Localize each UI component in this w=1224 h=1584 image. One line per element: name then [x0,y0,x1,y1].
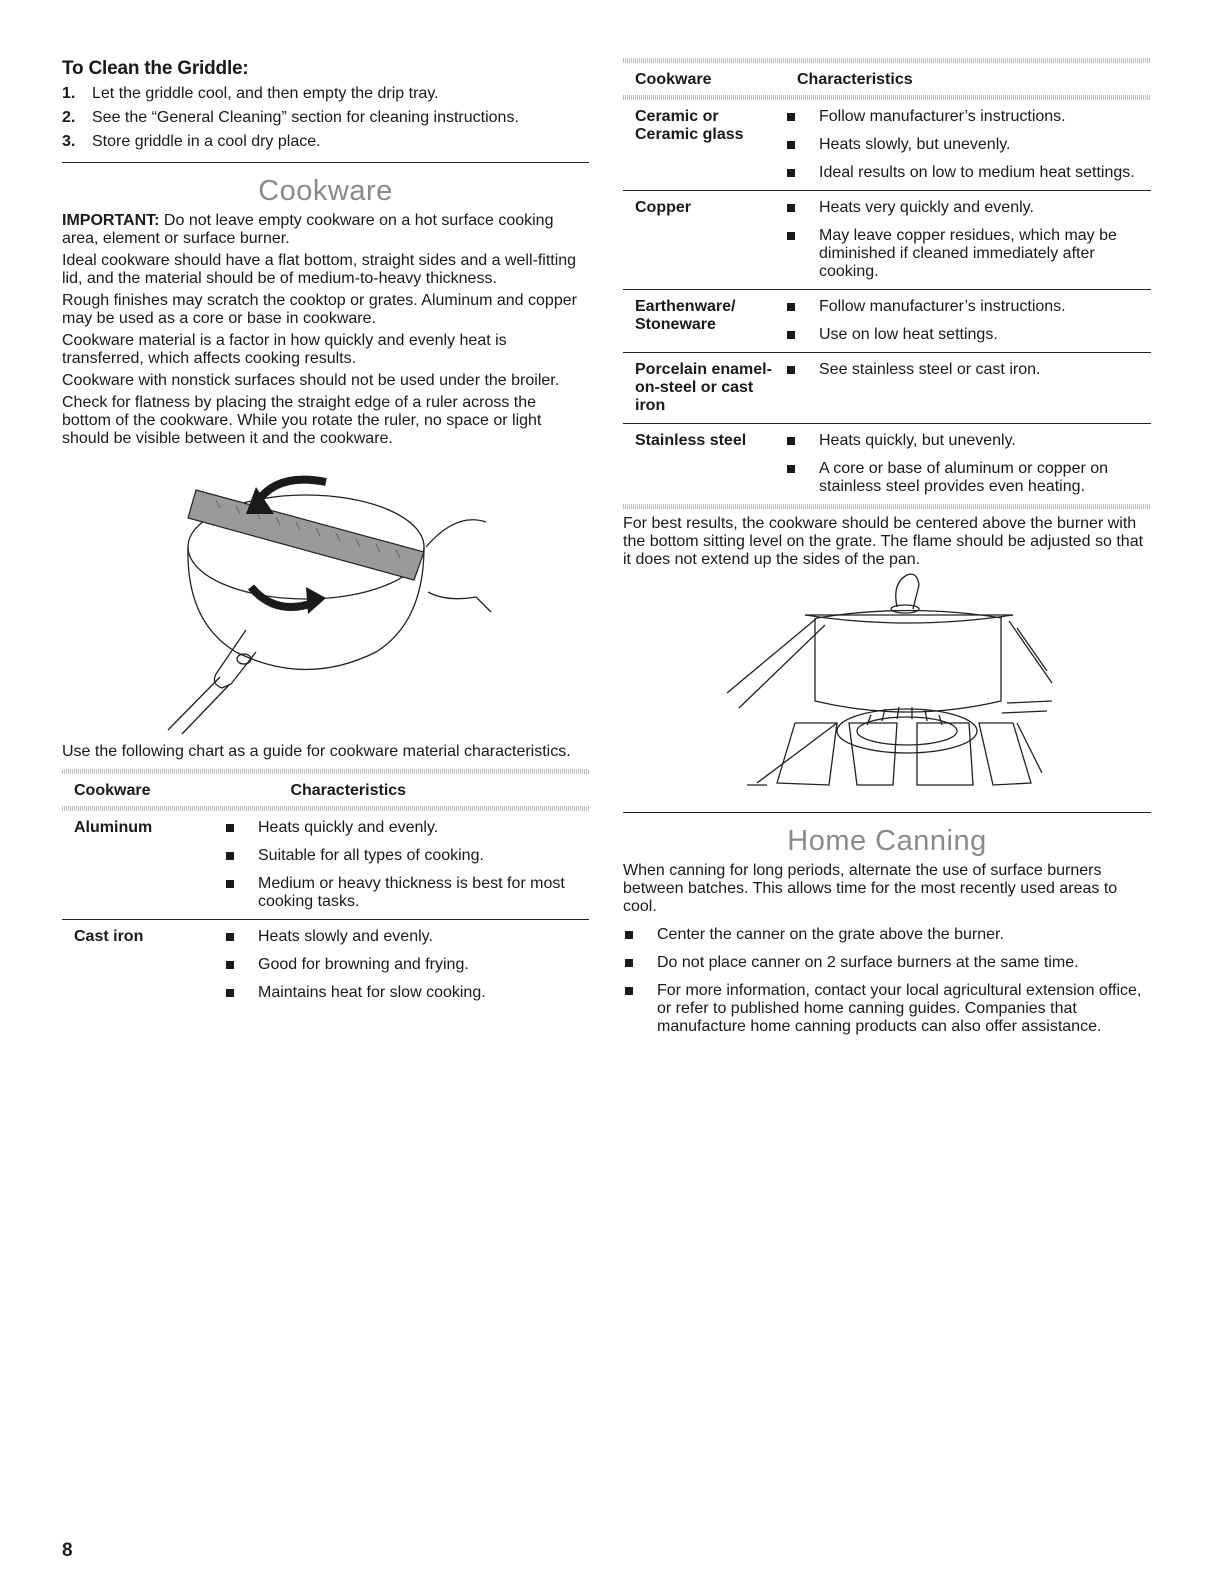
rotate-arrow-icon [256,480,326,504]
list-item: Follow manufacturer’s instructions. [785,108,1151,126]
table-row: Aluminum Heats quickly and evenly. Suitable for all types of cooking. Medium or heavy thickness is best for most cooking tasks. [62,811,589,920]
list-item: Suitable for all types of cooking. [224,847,589,865]
right-column [623,58,1151,1046]
list-item: A core or base of aluminum or copper on stainless steel provides even heating. [785,460,1151,496]
divider [62,162,589,163]
list-item: 1. Let the griddle cool, and then empty the drip tray. [62,85,439,102]
paragraph: Ideal cookware should have a flat bottom, straight sides and a well-fitting lid, and the material should be of medium-to-heavy thickness. [62,252,577,287]
list-item: Heats quickly, but unevenly. [785,432,1151,450]
ruler-flatness-illustration [156,452,496,737]
table-row: Porcelain enamel-on-steel or cast iron See stainless steel or cast iron. [623,353,1151,424]
left-column [62,58,589,1010]
list-item: For more information, contact your local agricultural extension office, or refer to published home canning guides. Companies that manufacture home canning products can also offer assistance. [623,982,1151,1036]
griddle-steps [62,82,589,154]
list-item: See stainless steel or cast iron. [785,361,1151,379]
table-row: Copper Heats very quickly and evenly. May leave copper residues, which may be diminished if cleaned immediately after cooking. [623,191,1151,290]
ruler [188,490,424,580]
list-item: Medium or heavy thickness is best for most cooking tasks. [224,875,589,911]
list-item: Follow manufacturer’s instructions. [785,298,1151,316]
list-item: Heats quickly and evenly. [224,819,589,837]
paragraph: Rough finishes may scratch the cooktop or grates. Aluminum and copper may be used as a core or base in cookware. [62,292,577,327]
list-item: Heats slowly, but unevenly. [785,136,1151,154]
cookware-table [62,774,589,806]
list-item: Heats slowly and evenly. [224,928,589,946]
list-item: Maintains heat for slow cooking. [224,984,589,1002]
canning-bullets [623,926,1151,1036]
cookware-title: Cookware [258,175,393,207]
list-item: Ideal results on low to medium heat settings. [785,164,1151,182]
griddle-heading: To Clean the Griddle: [62,58,249,79]
cookware-table-continued [623,63,1151,95]
page-number: 8 [62,1540,73,1561]
list-item: Do not place canner on 2 surface burners at the same time. [623,954,1151,972]
list-item: 2. See the “General Cleaning” section for cleaning instructions. [62,109,519,126]
list-item: May leave copper residues, which may be diminished if cleaned immediately after cooking. [785,227,1151,281]
column-header: Cookware [635,71,712,88]
table-row: Ceramic or Ceramic glass Follow manufacturer’s instructions. Heats slowly, but unevenly. Ideal results on low to medium heat settings. [623,100,1151,191]
table-row: Cast iron Heats slowly and evenly. Good for browning and frying. Maintains heat for slow cooking. [62,920,589,1011]
list-item: Heats very quickly and evenly. [785,199,1151,217]
list-item: Use on low heat settings. [785,326,1151,344]
list-item: 3. Store griddle in a cool dry place. [62,133,321,150]
home-canning-title: Home Canning [787,825,987,857]
paragraph: Cookware with nonstick surfaces should not be used under the broiler. [62,372,560,389]
paragraph: Cookware material is a factor in how quickly and evenly heat is transferred, which affects cooking results. [62,332,507,367]
pot-on-burner-illustration [717,573,1057,798]
paragraph: Check for flatness by placing the straight edge of a ruler across the bottom of the cookware. While you rotate the ruler, no space or light should be visible between it and the cookware. [62,394,542,447]
best-results-text: For best results, the cookware should be centered above the burner with the bottom sitting level on the grate. The flame should be adjusted so that it does not extend up the sides of the pan. [623,515,1144,568]
table-row: Stainless steel Heats quickly, but unevenly. A core or base of aluminum or copper on stainless steel provides even heating. [623,424,1151,505]
table-row: Earthenware/ Stoneware Follow manufacturer’s instructions. Use on low heat settings. [623,290,1151,353]
column-header: Characteristics [797,71,913,88]
list-item: Center the canner on the grate above the burner. [623,926,1151,944]
column-header: Cookware [74,782,151,799]
chart-intro: Use the following chart as a guide for cookware material characteristics. [62,743,571,760]
divider [623,812,1151,813]
important-note: IMPORTANT: Do not leave empty cookware on a hot surface cooking area, element or surface burner. [62,212,554,247]
canning-intro: When canning for long periods, alternate the use of surface burners between batches. This allows time for the most recently used areas to cool. [623,862,1118,915]
list-item: Good for browning and frying. [224,956,589,974]
column-header: Characteristics [290,782,407,799]
